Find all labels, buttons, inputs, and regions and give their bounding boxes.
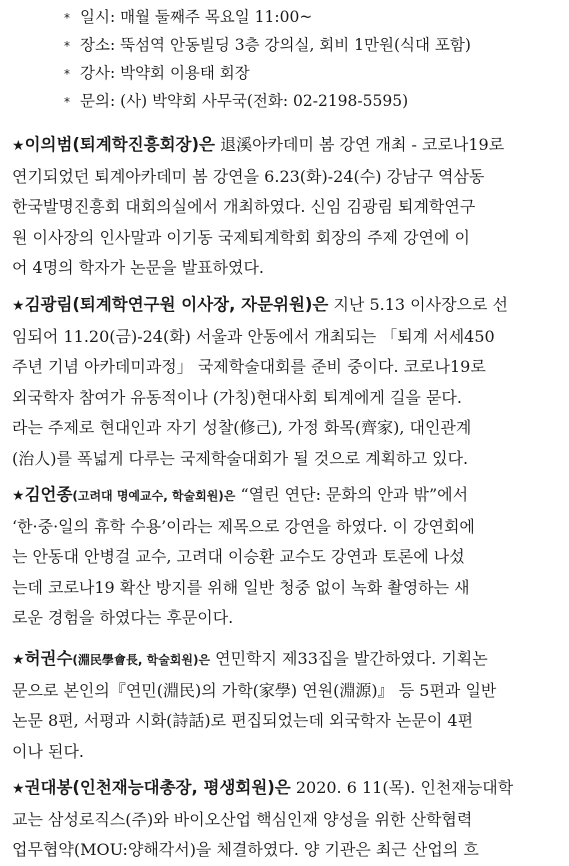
star-icon: ★ <box>12 652 25 668</box>
news-line: 로운 경험을 하였다는 후문이다. <box>12 608 234 627</box>
news-text: 연민학지 제33집을 발간하였다. 기획논 <box>210 649 488 668</box>
news-line: 한국발명진흥회 대회의실에서 개최하였다. 신임 김광림 퇴계학연구 <box>12 197 476 216</box>
news-line: 교는 삼성로직스(주)와 바이오산업 핵심인재 양성을 위한 산학협력 <box>12 809 473 829</box>
news-line <box>12 480 557 512</box>
news-line: 외국학자 참여가 유동적이나 (가칭)현대사회 퇴계에게 길을 묻다. <box>12 387 462 407</box>
bullet-mark: * <box>64 95 70 109</box>
news-line: 임되어 11.20(금)-24(화) 서울과 안동에서 개최되는 「퇴계 서세450 <box>12 326 495 346</box>
news-line <box>12 290 557 322</box>
star-icon: ★ <box>12 488 25 504</box>
news-line: 이나 된다. <box>12 741 84 761</box>
news-item <box>12 290 557 474</box>
star-icon: ★ <box>12 138 25 154</box>
member-name: 김광림(퇴계학연구원 이사장, 자문위원)은 <box>24 295 329 314</box>
bullet-mark: * <box>64 39 70 53</box>
event-info-list <box>64 3 554 115</box>
event-lecturer-item <box>64 59 554 87</box>
member-name: 권대봉(인천재능대총장, 평생회원)은 <box>24 778 291 797</box>
news-text: 2020. 6 11(목). 인천재능대학 <box>290 778 514 797</box>
news-line <box>12 644 557 676</box>
news-line: 라는 주제로 현대인과 자기 성찰(修己), 가정 화목(齊家), 대인관계 <box>12 418 472 437</box>
news-line: 는데 코로나19 확산 방지를 위해 일반 청중 없이 녹화 촬영하는 새 <box>12 577 470 597</box>
news-text: “열린 연단: 문화의 안과 밖”에서 <box>235 485 469 504</box>
news-line: (治人)를 폭넓게 다루는 국제학술대회가 될 것으로 계획하고 있다. <box>12 448 469 468</box>
member-name: 허권수 <box>24 649 73 668</box>
news-text: 退溪아카데미 봄 강연 개최 - 코로나19로 <box>214 135 505 154</box>
news-item <box>12 644 557 767</box>
member-title: (淵民學會長, 학술회원)은 <box>72 653 211 667</box>
news-line: 연기되었던 퇴계아카데미 봄 강연을 6.23(화)-24(수) 강남구 역삼동 <box>12 166 485 186</box>
event-contact-text: 문의: (사) 박약회 사무국(전화: 02-2198-5595) <box>80 92 409 110</box>
news-line: 어 4명의 학자가 논문을 발표하였다. <box>12 258 264 277</box>
news-line: 원 이사장의 인사말과 이기동 국제퇴계학회 회장의 주제 강연에 이 <box>12 227 471 247</box>
event-date-text: 일시: 매월 둘째주 목요일 11:00~ <box>80 8 313 26</box>
event-contact-item <box>64 87 554 115</box>
news-line: 업무협약(MOU:양해각서)을 체결하였다. 양 기관은 최근 산업의 흐 <box>12 840 479 859</box>
news-line <box>12 773 557 805</box>
event-date-item <box>64 3 554 31</box>
news-line: 주년 기념 아카데미과정」 국제학술대회를 준비 중이다. 코로나19로 <box>12 357 486 376</box>
bullet-mark: * <box>64 11 70 25</box>
member-name: 이의범(퇴계학진흥회장)은 <box>24 135 215 154</box>
news-line: ‘한·중·일의 휴학 수용’이라는 제목으로 강연을 하였다. 이 강연회에 <box>12 516 475 536</box>
news-line: 는 안동대 안병걸 교수, 고려대 이승환 교수도 강연과 토론에 나섰 <box>12 547 465 566</box>
news-item <box>12 130 557 284</box>
news-text: 지난 5.13 이사장으로 선 <box>328 295 508 314</box>
event-lecturer-text: 강사: 박약회 이용태 회장 <box>80 64 250 82</box>
event-place-text: 장소: 뚝섬역 안동빌딩 3층 강의실, 회비 1만원(식대 포함) <box>80 36 471 54</box>
news-line: 논문 8편, 서평과 시화(詩話)로 편집되었는데 외국학자 논문이 4편 <box>12 711 474 730</box>
star-icon: ★ <box>12 298 25 314</box>
event-place-item <box>64 31 554 59</box>
member-title: (고려대 명예교수, 학술회원)은 <box>72 489 236 503</box>
news-item <box>12 480 557 634</box>
news-line: 문으로 본인의『연민(淵民)의 가학(家學) 연원(淵源)』 등 5편과 일반 <box>12 680 497 700</box>
news-line <box>12 130 557 162</box>
news-item <box>12 773 557 866</box>
bullet-mark: * <box>64 67 70 81</box>
star-icon: ★ <box>12 781 25 797</box>
member-name: 김언종 <box>24 485 73 504</box>
